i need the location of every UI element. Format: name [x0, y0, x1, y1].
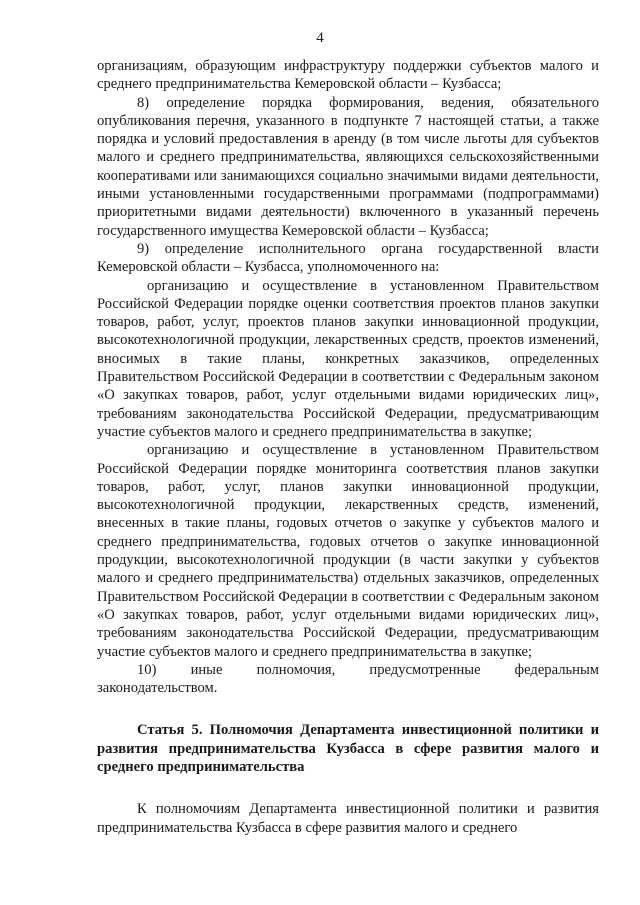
page-number: 4	[316, 30, 324, 46]
paragraph-item-8: 8) определение порядка формирования, ведения, обязательного опубликования перечня, указанного в подпункте 7 настоящей статьи, а также порядка и условий предоставления в аренду (в том числе льготы для субъектов малого и среднего предпринимательства, являющихся сельскохозяйственными кооперативами или занимающихся социально значимыми видами деятельности, иными установленными государственными программами (подпрограммами) приоритетными видами деятельности) включенного в указанный перечень государственного имущества Кемеровской области – Кузбасса;	[97, 94, 599, 239]
paragraph-item-9: 9) определение исполнительного органа государственной власти Кемеровской области – Кузбасса, уполномоченного на:	[97, 240, 599, 276]
paragraph-continuation: организациям, образующим инфраструктуру поддержки субъектов малого и среднего предпринимательства Кемеровской области – Кузбасса;	[97, 58, 599, 93]
paragraph-subitem-assessment: организацию и осуществление в установленном Правительством Российской Федерации порядке оценки соответствия проектов планов закупки товаров, работ, услуг, проектов планов закупки инновационной продукции, высокотехнологичной продукции, лекарственных средств, проектов изменений, вносимых в такие планы, конкретных заказчиков, определенных Правительством Российской Федерации в соответствии с Федеральным законом «О закупках товаров, работ, услуг отдельными видами юридических лиц», требованиям законодательства Российской Федерации, предусматривающим участие субъектов малого и среднего предпринимательства в закупке;	[97, 277, 599, 440]
paragraph-subitem-monitoring: организацию и осуществление в установленном Правительством Российской Федерации порядке мониторинга соответствия планов закупки товаров, работ, услуг, планов закупки инновационной продукции, высокотехнологичной продукции, лекарственных средств, изменений, внесенных в такие планы, годовых отчетов о закупке у субъектов малого и среднего предпринимательства, годовых отчетов о закупке инновационной продукции, высокотехнологичной продукции (в части закупки у субъектов малого и среднего предпринимательства) отдельных заказчиков, определенных Правительством Российской Федерации в соответствии с Федеральным законом «О закупках товаров, работ, услуг отдельными видами юридических лиц», требованиям законодательства Российской Федерации, предусматривающим участие субъектов малого и среднего предпринимательства в закупке;	[97, 442, 599, 660]
article-intro: К полномочиям Департамента инвестиционной политики и развития предпринимательства Кузбасса в сфере развития малого и среднего	[97, 801, 599, 836]
article-heading: Статья 5. Полномочия Департамента инвестиционной политики и развития предпринимательства Кузбасса в сфере развития малого и среднего предпринимательства	[97, 722, 599, 775]
paragraph-item-10: 10) иные полномочия, предусмотренные федеральным законодательством.	[97, 661, 599, 697]
document-body	[97, 57, 599, 837]
